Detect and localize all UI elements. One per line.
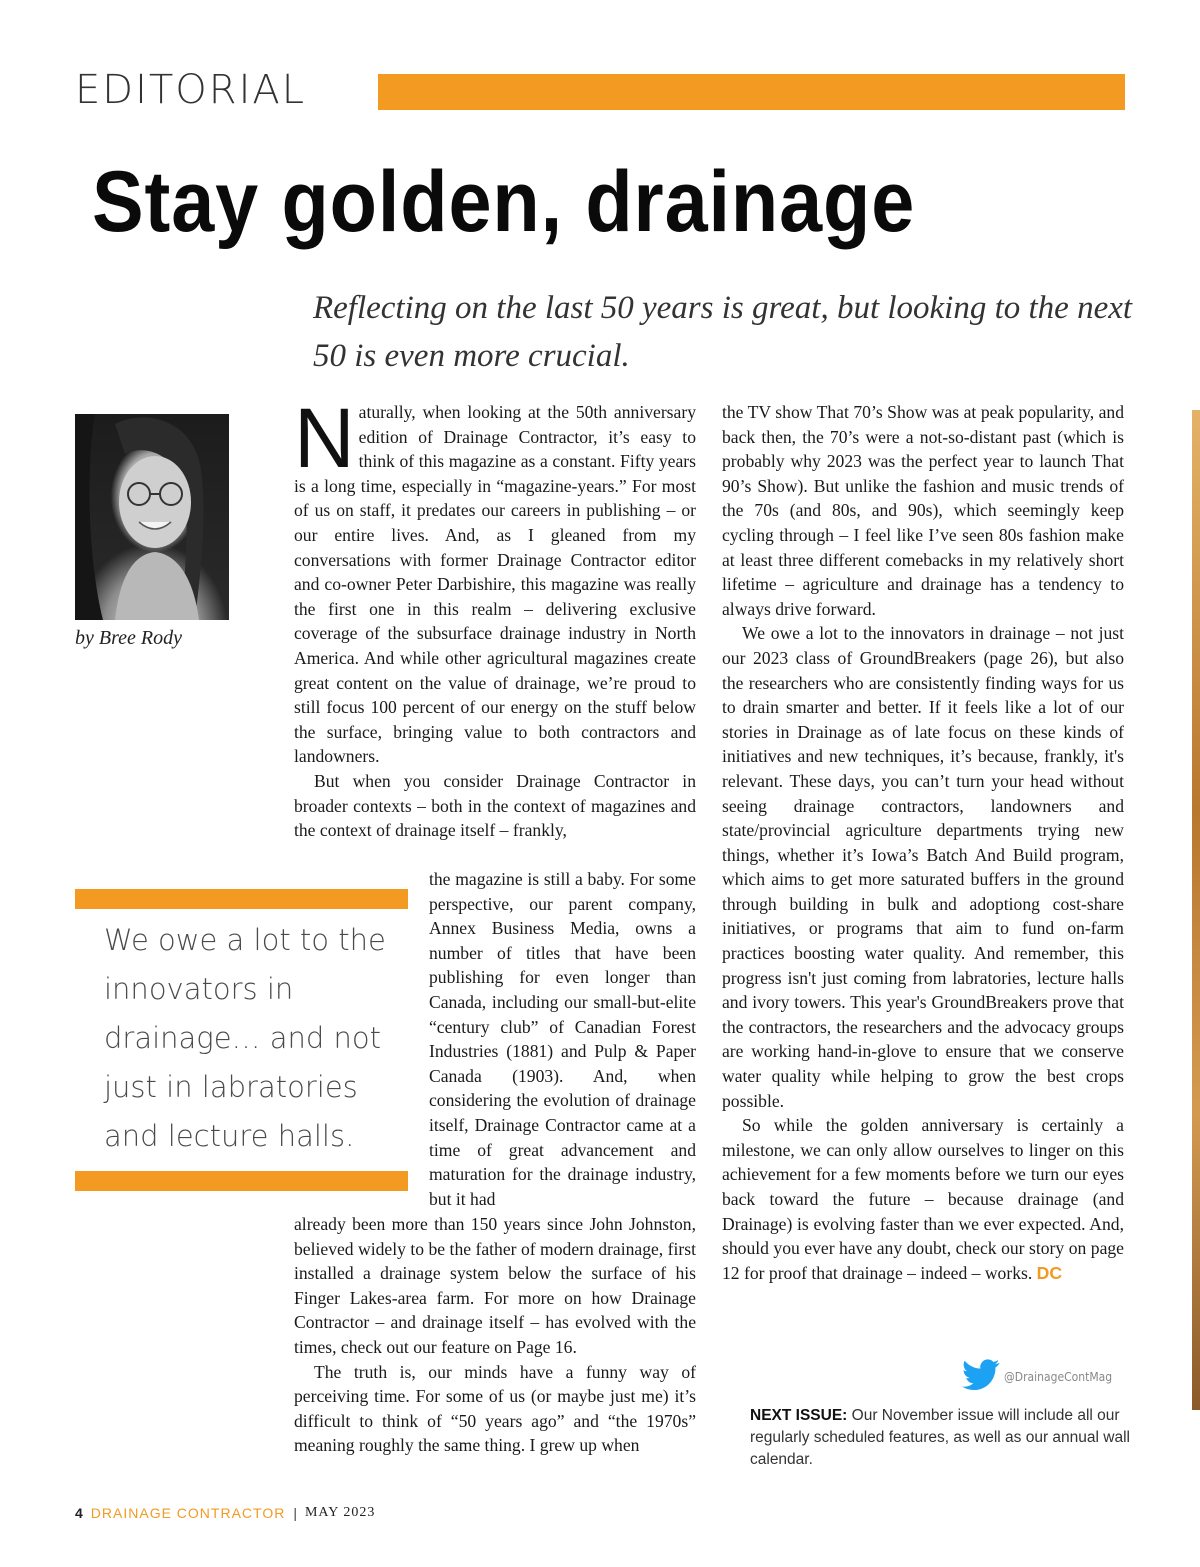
page-edge-strip <box>1192 410 1200 1410</box>
pull-quote-bottom-bar <box>75 1171 408 1191</box>
author-portrait-illustration <box>75 414 229 620</box>
pull-quote: We owe a lot to the innovators in drainage… and not just in labratories and lecture halls. <box>104 923 386 1153</box>
headline: Stay golden, drainage <box>92 154 916 250</box>
pull-quote-top-bar <box>75 889 408 909</box>
next-issue-label: NEXT ISSUE: <box>750 1407 848 1424</box>
article-paragraph: already been more than 150 years since John Johnston, believed widely to be the father of modern drainage, first installed a drainage system below the surface of his Finger Lakes-area farm. For more on how Drainage Contractor – and drainage itself – has evolved with the times, check out our feature on Page 16. <box>294 1214 696 1357</box>
article-column-1-bottom <box>294 1212 696 1458</box>
section-label: EDITORIAL <box>75 67 307 113</box>
section-accent-bar <box>378 74 1125 110</box>
twitter-handle: @DrainageContMag <box>1004 1370 1113 1384</box>
footer-separator: | <box>293 1505 297 1521</box>
drop-cap: N <box>294 391 355 485</box>
article-paragraph: the TV show That 70’s Show was at peak popularity, and back then, the 70’s were a not-so-distant past (which is probably why 2023 was the perfect year to launch That 90’s Show). But unlike the fashion and music trends of the 70s (and 80s, and 90s), which seemingly keep cycling through – I feel like I’ve seen 80s fashion make at least three different comebacks in my relatively short lifetime – agriculture and drainage has a tendency to always drive forward. <box>722 402 1124 619</box>
article-column-1-top <box>294 391 696 843</box>
end-mark: DC <box>1036 1262 1063 1283</box>
article-paragraph: So while the golden anniversary is certainly a milestone, we can only allow ourselves to linger on this achievement for a few moments before we turn our eyes back toward the future – because drainage (and Drainage) is evolving faster than we ever expected. And, should you ever have any doubt, check our story on page 12 for proof that drainage – indeed – works. <box>722 1115 1124 1283</box>
article-column-1-wrap <box>429 867 696 1211</box>
twitter-link[interactable] <box>962 1360 1112 1394</box>
article-paragraph: aturally, when looking at the 50th anniversary edition of Drainage Contractor, it’s easy to think of this magazine as a constant. Fifty years is a long time, especially in “magazine-years.” For most of us on staff, it predates our careers in publishing – or our entire lives. And, as I gleaned from my conversations with former Drainage Contractor editor and co-owner Peter Darbishire, this magazine was really the first one in this realm – delivering exclusive coverage of the subsurface drainage industry in North America. And while other agricultural magazines create great content on the value of drainage, we’re proud to still focus 100 percent of our energy on the stuff below the surface, bringing value to both contractors and landowners. <box>294 402 696 767</box>
twitter-bird-icon <box>962 1359 1000 1396</box>
next-issue-text: Our November issue will include all our regularly scheduled features, as well as our annual wall calendar. <box>750 1407 1130 1468</box>
article-paragraph: We owe a lot to the innovators in drainage – not just our 2023 class of GroundBreakers (page 26), but also the researchers who are consistently finding ways for us to drain smarter and better. If it feels like a lot of our stories in Drainage as of late focus on these kinds of initiatives and new techniques, it’s because, frankly, it's relevant. These days, you can’t turn your head without seeing drainage contractors, landowners and state/provincial agriculture departments trying new things, whether it’s Iowa’s Batch And Build program, which aims to get more saturated buffers in the ground through building in bulk and adoptiong cost-share initiatives, or programs that aim to fund on-farm practices boosting water quality. And remember, this progress isn't just coming from labratories, lecture halls and ivory towers. This year's GroundBreakers prove that the contractors, the researchers and the advocacy groups are working hand-in-glove to ensure that we conserve water quality while helping to grow the best crops possible. <box>722 623 1124 1111</box>
article-paragraph: the magazine is still a baby. For some perspective, our parent company, Annex Business Media, owns a number of titles that have been publishing for even longer than Canada, including our small-but-elite “century club” of Canadian Forest Industries (1881) and Pulp & Paper Canada (1903). And, when considering the evolution of drainage itself, Drainage Contractor came at a time of great advancement and maturation for the drainage industry, but it had <box>429 869 696 1209</box>
deck-subtitle: Reflecting on the last 50 years is great, but looking to the next 50 is even more crucial. <box>313 290 1133 374</box>
page-footer <box>75 1505 375 1521</box>
issue-date: MAY 2023 <box>304 1505 376 1520</box>
next-issue-notice <box>750 1405 1135 1471</box>
page-number: 4 <box>75 1505 83 1521</box>
article-paragraph: But when you consider Drainage Contractor in broader contexts – both in the context of magazines and the context of drainage itself – frankly, <box>294 770 696 841</box>
magazine-name: DRAINAGE CONTRACTOR <box>90 1505 286 1521</box>
article-column-2 <box>722 400 1124 1285</box>
author-photo <box>75 414 229 620</box>
byline: by Bree Rody <box>75 627 182 649</box>
article-paragraph: The truth is, our minds have a funny way of perceiving time. For some of us (or maybe just me) it’s difficult to think of “50 years ago” and “the 1970s” meaning roughly the same thing. I grew up when <box>294 1361 696 1456</box>
